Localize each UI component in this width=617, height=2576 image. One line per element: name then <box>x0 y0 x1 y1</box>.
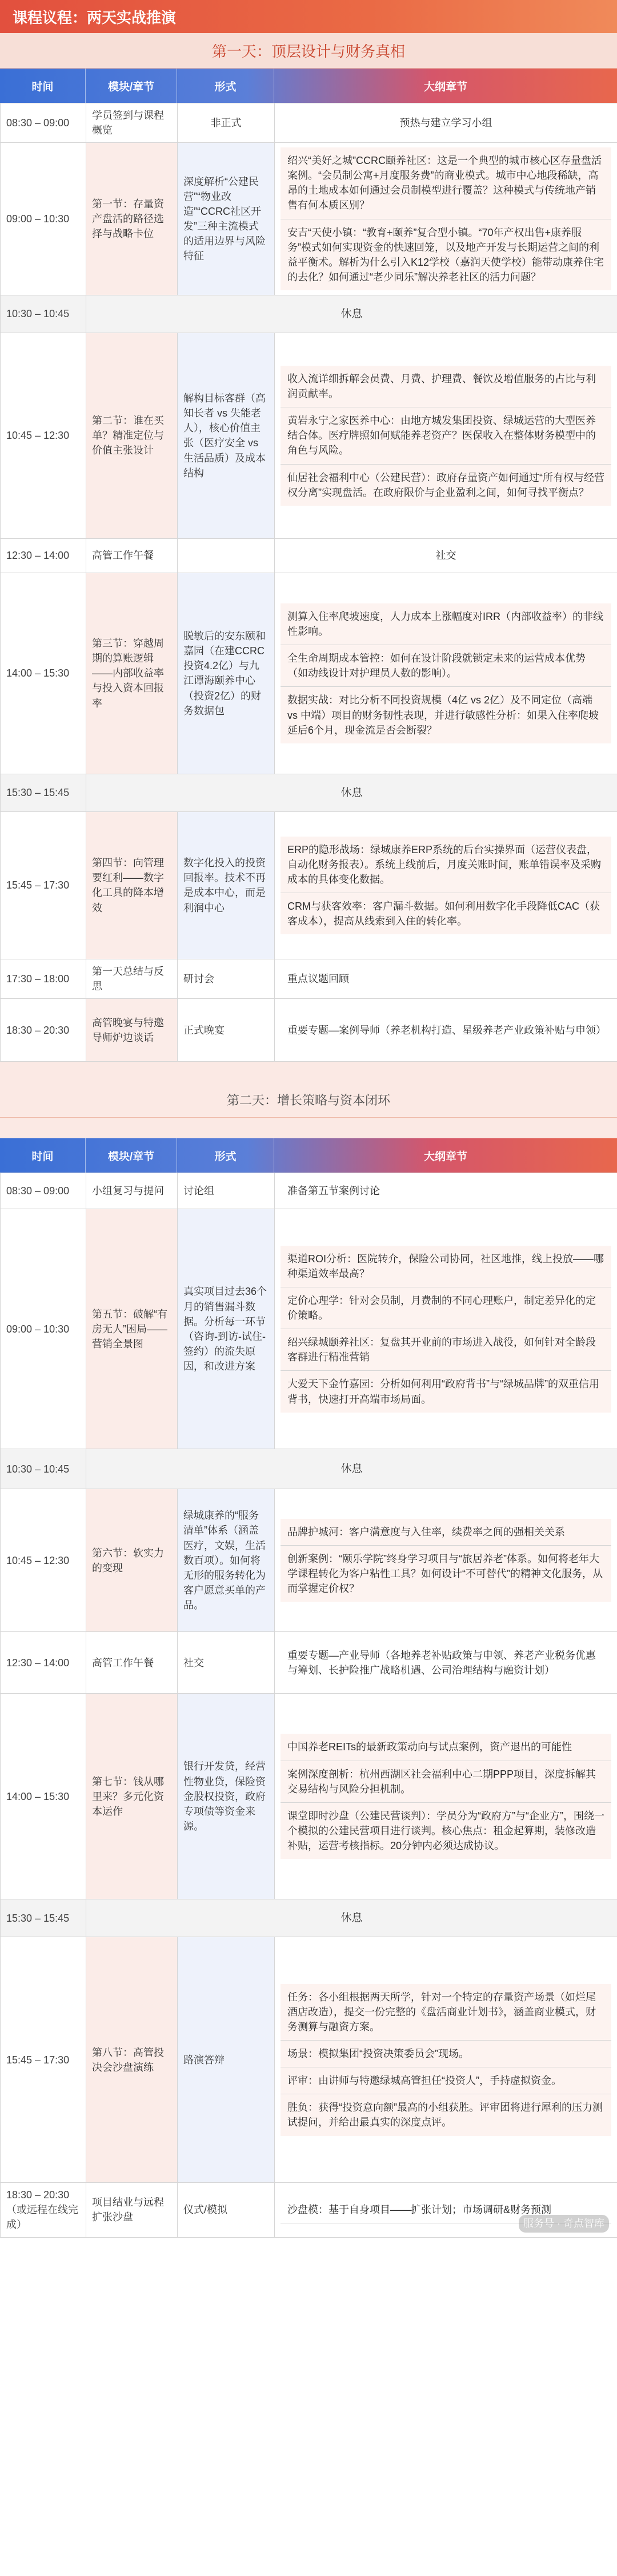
module-cell: 高管工作午餐 <box>86 1632 178 1694</box>
time-cell: 08:30 – 09:00 <box>1 103 86 143</box>
time-cell: 10:45 – 12:30 <box>1 333 86 538</box>
outline-item: 安吉“天使小镇：“教育+颐养”复合型小镇。“70年产权出售+康养服务”模式如何实现资金的快速回笼，以及地产开发与长期运营之间的利益平衡术。解析为什么引入K12学校（嘉润天使学校）能带动康养住宅的去化？如何通过“老少同乐”解决养老社区的活力问题？ <box>281 219 611 290</box>
outline-cell <box>275 333 617 538</box>
watermark: 服务号 · 奇点智库 <box>519 2215 609 2232</box>
rest-label: 休息 <box>86 774 617 811</box>
time-cell: 15:30 – 15:45 <box>1 774 86 811</box>
outline-item: 全生命周期成本管控：如何在设计阶段就锁定未来的运营成本优势（如动线设计对护理员人数的影响）。 <box>281 645 611 687</box>
header-module: 模块/章节 <box>86 69 177 103</box>
outline-item: 仙居社会福利中心（公建民营）：政府存量资产如何通过“所有权与经营权分离”实现盘活。在政府限价与企业盈利之间，如何寻找平衡点？ <box>281 465 611 506</box>
table-row <box>1 1173 617 1209</box>
rest-row <box>1 1899 617 1937</box>
outline-item: 绍兴绿城颐养社区：复盘其开业前的市场进入战役，如何针对全龄段客群进行精准营销 <box>281 1329 611 1371</box>
rest-label: 休息 <box>86 1449 617 1489</box>
outline-item: 定价心理学：针对会员制，月费制的不同心理账户，制定差异化的定价策略。 <box>281 1287 611 1329</box>
outline-item: 品牌护城河：客户满意度与入住率，续费率之间的强相关关系 <box>281 1519 611 1546</box>
format-cell: 路演答辩 <box>178 1937 275 2183</box>
format-cell: 深度解析“公建民营”“物业改造”“CCRC社区开发”三种主流模式的适用边界与风险特征 <box>178 143 275 295</box>
day1-title: 第一天：顶层设计与财务真相 <box>0 33 617 69</box>
time-cell: 14:00 – 15:30 <box>1 1694 86 1899</box>
outline-item: 胜负：获得“投资意向额”最高的小组获胜。评审团将进行犀利的压力测试提问，并给出最真实的深度点评。 <box>281 2094 611 2135</box>
time-cell: 10:45 – 12:30 <box>1 1489 86 1632</box>
outline-item: 数据实战：对比分析不同投资规模（4亿 vs 2亿）及不同定位（高端 vs 中端）项目的财务韧性表现，并进行敏感性分析：如果入住率爬坡延后6个月，现金流是否会断裂？ <box>281 687 611 743</box>
table-row <box>1 538 617 573</box>
time-cell: 08:30 – 09:00 <box>1 1173 86 1209</box>
outline-cell <box>275 999 617 1062</box>
module-cell: 高管工作午餐 <box>86 538 178 573</box>
header-outline: 大纲章节 <box>423 1150 467 1163</box>
table-row <box>1 811 617 959</box>
module-cell: 学员签到与课程概览 <box>86 103 178 143</box>
header-time: 时间 <box>0 1138 86 1173</box>
day1-table <box>0 103 617 1062</box>
header-time: 时间 <box>0 69 86 103</box>
format-cell: 研讨会 <box>178 959 275 998</box>
day2-header-row <box>0 1138 617 1173</box>
day1-header-row <box>0 69 617 103</box>
outline-item: 预热与建立学习小组 <box>399 117 492 129</box>
time-cell: 15:45 – 17:30 <box>1 1937 86 2183</box>
module-cell: 小组复习与提问 <box>86 1173 178 1209</box>
time-cell: 09:00 – 10:30 <box>1 143 86 295</box>
rest-label: 休息 <box>86 295 617 333</box>
time-cell: 12:30 – 14:00 <box>1 1632 86 1694</box>
outline-item: 评审：由讲师与特邀绿城高管担任“投资人”，手持虚拟资金。 <box>281 2067 611 2094</box>
outline-item: 中国养老REITs的最新政策动向与试点案例，资产退出的可能性 <box>281 1734 611 1761</box>
rest-label: 休息 <box>86 1899 617 1937</box>
outline-item: 大爱天下金竹嘉园：分析如何利用“政府背书”与“绿城品牌”的双重信用背书，快速打开高端市场局面。 <box>281 1371 611 1412</box>
format-cell: 正式晚宴 <box>178 999 275 1062</box>
outline-cell <box>275 143 617 295</box>
format-cell: 讨论组 <box>178 1173 275 1209</box>
header-format: 形式 <box>177 69 274 103</box>
day2-table <box>0 1173 617 2237</box>
format-cell: 社交 <box>178 1632 275 1694</box>
time-cell: 14:00 – 15:30 <box>1 573 86 774</box>
table-row <box>1 2183 617 2237</box>
format-cell <box>178 538 275 573</box>
module-cell: 高管晚宴与特邀导师炉边谈话 <box>86 999 178 1062</box>
format-cell: 银行开发贷，经营性物业贷，保险资金股权投资，政府专项债等资金来源。 <box>178 1694 275 1899</box>
module-cell: 第八节：高管投决会沙盘演练 <box>86 1937 178 2183</box>
format-cell: 脱敏后的安东颐和嘉园（在建CCRC投资4.2亿）与九江谭海颐养中心（投资2亿）的财务数据包 <box>178 573 275 774</box>
table-row <box>1 103 617 143</box>
outline-item: 渠道ROI分析：医院转介，保险公司协同，社区地推，线上投放——哪种渠道效率最高？ <box>281 1246 611 1287</box>
outline-item: 准备第五节案例讨论 <box>287 1185 380 1197</box>
outline-item: 重要专题—案例导师（养老机构打造、星级养老产业政策补贴与申领） <box>287 1024 606 1036</box>
format-cell: 真实项目过去36个月的销售漏斗数据。分析每一环节（咨询-到访-试住-签约）的流失原因，和改进方案 <box>178 1209 275 1449</box>
rest-row <box>1 1449 617 1489</box>
header-format: 形式 <box>177 1138 274 1173</box>
outline-item: 创新案例：“颐乐学院”终身学习项目与“旅居养老”体系。如何将老年大学课程转化为客户粘性工具？如何设计“不可替代”的精神文化服务，从而掌握定价权？ <box>281 1546 611 1602</box>
table-row <box>1 1694 617 1899</box>
course-title: 课程议程：两天实战推演 <box>0 0 617 33</box>
table-row <box>1 959 617 998</box>
module-cell: 第五节：破解“有房无人”困局——营销全景图 <box>86 1209 178 1449</box>
time-cell: 10:30 – 10:45 <box>1 1449 86 1489</box>
outline-item: 场景：模拟集团“投资决策委员会”现场。 <box>281 2041 611 2067</box>
outline-cell <box>275 1632 617 1694</box>
module-cell: 第三节：穿越周期的算账逻辑——内部收益率与投入资本回报率 <box>86 573 178 774</box>
day-separator <box>0 1062 617 1082</box>
outline-item: 沙盘模：基于自身项目——扩张计划；市场调研&财务预测 <box>281 2197 611 2223</box>
time-cell: 09:00 – 10:30 <box>1 1209 86 1449</box>
header-outline: 大纲章节 <box>423 81 467 93</box>
table-row <box>1 333 617 538</box>
time-cell: 15:30 – 15:45 <box>1 1899 86 1937</box>
outline-item: 收入流详细拆解会员费、月费、护理费、餐饮及增值服务的占比与利润贡献率。 <box>281 366 611 407</box>
table-row <box>1 1209 617 1449</box>
time-cell: 18:30 – 20:30（或远程在线完成） <box>1 2183 86 2237</box>
module-cell: 第四节：向管理要红利——数字化工具的降本增效 <box>86 811 178 959</box>
outline-item: 绍兴“美好之城”CCRC颐养社区：这是一个典型的城市核心区存量盘活案例。“会员制公寓+月度服务费”的商业模式。城市中心地段稀缺，高昂的土地成本如何通过会员制模型进行覆盖？这种模式与传统地产销售有何本质区别？ <box>281 147 611 219</box>
table-row <box>1 1489 617 1632</box>
time-cell: 12:30 – 14:00 <box>1 538 86 573</box>
module-cell: 第一节：存量资产盘活的路径选择与战略卡位 <box>86 143 178 295</box>
outline-cell <box>275 959 617 998</box>
outline-item: 案例深度剖析：杭州西湖区社会福利中心二期PPP项目，深度拆解其交易结构与风险分担机制。 <box>281 1761 611 1803</box>
outline-cell <box>275 811 617 959</box>
outline-cell <box>275 573 617 774</box>
outline-item: 重要专题—产业导师（各地养老补贴政策与申领、养老产业税务优惠与筹划、长护险推广战略机遇、公司治理结构与融资计划） <box>287 1649 596 1676</box>
table-row <box>1 143 617 295</box>
outline-item: ERP的隐形战场：绿城康养ERP系统的后台实操界面（运营仪表盘，自动化财务报表）。系统上线前后，月度关账时间，账单错误率及采购成本的具体变化数据。 <box>281 837 611 893</box>
day2-title: 第二天：增长策略与资本闭环 <box>0 1082 617 1118</box>
module-cell: 第七节：钱从哪里来？多元化资本运作 <box>86 1694 178 1899</box>
outline-item: 任务：各小组根据两天所学，针对一个特定的存量资产场景（如烂尾酒店改造），提交一份完整的《盘活商业计划书》，涵盖商业模式，财务测算与融资方案。 <box>281 1984 611 2041</box>
outline-item: 测算入住率爬坡速度，人力成本上涨幅度对IRR（内部收益率）的非线性影响。 <box>281 603 611 645</box>
table-row <box>1 1937 617 2183</box>
outline-cell <box>275 1694 617 1899</box>
time-cell: 15:45 – 17:30 <box>1 811 86 959</box>
outline-item: CRM与获客效率：客户漏斗数据。如何利用数字化手段降低CAC（获客成本），提高从线索到入住的转化率。 <box>281 893 611 934</box>
outline-cell <box>275 2183 617 2237</box>
module-cell: 项目结业与远程扩张沙盘 <box>86 2183 178 2237</box>
table-row <box>1 999 617 1062</box>
table-row <box>1 1632 617 1694</box>
format-cell: 解构目标客群（高知长者 vs 失能老人），核心价值主张（医疗安全 vs 生活品质）及成本结构 <box>178 333 275 538</box>
outline-item: 重点议题回顾 <box>287 973 349 985</box>
format-cell: 绿城康养的“服务清单”体系（涵盖医疗，文娱，生活数百项）。如何将无形的服务转化为客户愿意买单的产品。 <box>178 1489 275 1632</box>
outline-item: 黄岩永宁之家医养中心：由地方城发集团投资、绿城运营的大型医养结合体。医疗牌照如何赋能养老资产？医保收入在整体财务模型中的角色与风险。 <box>281 407 611 464</box>
outline-cell <box>275 1209 617 1449</box>
rest-row <box>1 295 617 333</box>
day-separator <box>0 1118 617 1138</box>
format-cell: 仪式/模拟 <box>178 2183 275 2237</box>
module-cell: 第一天总结与反思 <box>86 959 178 998</box>
outline-cell <box>275 1489 617 1632</box>
rest-row <box>1 774 617 811</box>
outline-item: 课堂即时沙盘（公建民营谈判）：学员分为“政府方”与“企业方”，围绕一个模拟的公建民营项目进行谈判。核心焦点：租金起算期，装修改造补贴，运营考核指标。20分钟内必须达成协议。 <box>281 1803 611 1859</box>
outline-cell <box>275 1937 617 2183</box>
format-cell: 数字化投入的投资回报率。技术不再是成本中心，而是利润中心 <box>178 811 275 959</box>
module-cell: 第六节：软实力的变现 <box>86 1489 178 1632</box>
outline-cell <box>275 103 617 143</box>
time-cell: 18:30 – 20:30 <box>1 999 86 1062</box>
time-cell: 10:30 – 10:45 <box>1 295 86 333</box>
format-cell: 非正式 <box>178 103 275 143</box>
table-row <box>1 573 617 774</box>
outline-cell: 社交 <box>275 538 617 573</box>
outline-cell <box>275 1173 617 1209</box>
header-module: 模块/章节 <box>86 1138 177 1173</box>
time-cell: 17:30 – 18:00 <box>1 959 86 998</box>
module-cell: 第二节：谁在买单？精准定位与价值主张设计 <box>86 333 178 538</box>
